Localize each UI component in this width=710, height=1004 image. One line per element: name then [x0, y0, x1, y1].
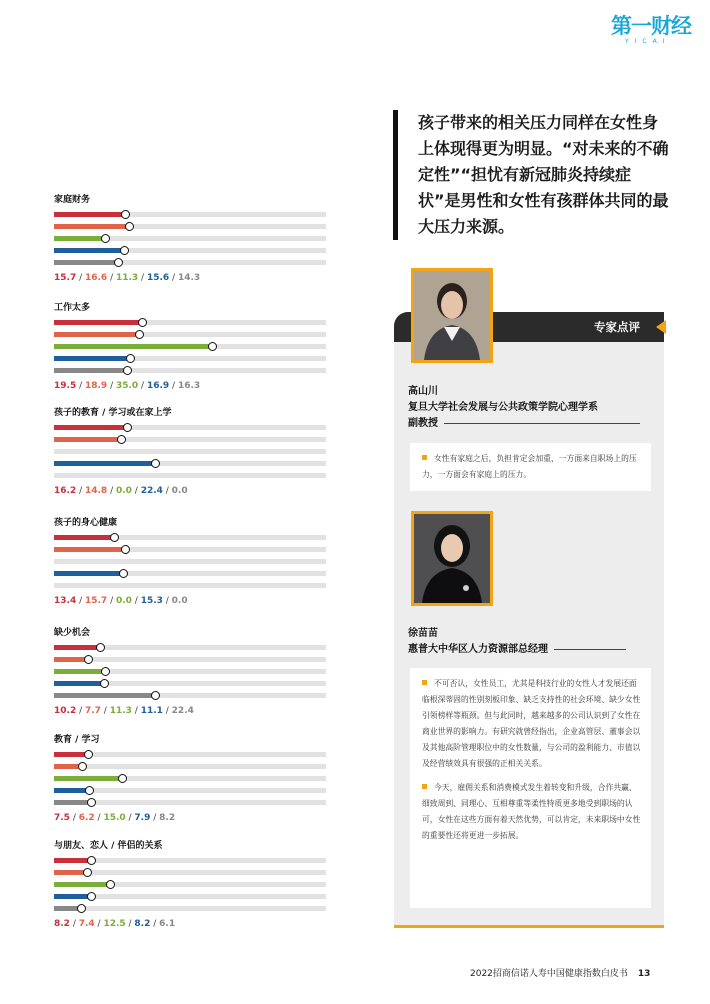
separator: / [69, 919, 79, 929]
bar-track [54, 583, 326, 588]
bar-end-marker [151, 691, 160, 700]
data-label: 0.0 [171, 596, 188, 606]
bar-end-marker [77, 904, 86, 913]
expert-1-name: 高山川 [408, 386, 438, 397]
data-label: 0.0 [115, 486, 132, 496]
separator: / [76, 596, 85, 606]
separator: / [162, 596, 172, 606]
separator: / [76, 706, 85, 716]
bar-end-marker [117, 435, 126, 444]
bar [54, 693, 156, 698]
bar [54, 461, 156, 466]
expert-photo-gao [411, 268, 493, 363]
bar [54, 425, 127, 430]
bar [54, 344, 213, 349]
bar-end-marker [84, 655, 93, 664]
bar-track [54, 356, 326, 361]
bar-end-marker [121, 545, 130, 554]
separator: / [125, 919, 135, 929]
separator: / [125, 813, 135, 823]
bar [54, 858, 91, 863]
data-label: 15.0 [103, 813, 126, 823]
data-label: 15.3 [140, 596, 163, 606]
bar-end-marker [135, 330, 144, 339]
expert-1-title2-line [408, 416, 658, 432]
bar [54, 368, 128, 373]
value-labels [54, 486, 188, 496]
separator: / [76, 273, 85, 283]
expert-panel-label: 专家点评 [594, 320, 640, 334]
data-label: 0.0 [115, 596, 132, 606]
bar-end-marker [123, 366, 132, 375]
separator: / [94, 919, 104, 929]
bar-end-marker [151, 459, 160, 468]
expert-1-block [408, 384, 658, 432]
bar-end-marker [121, 210, 130, 219]
data-label: 22.4 [171, 706, 194, 716]
value-labels [54, 919, 175, 929]
bar [54, 752, 88, 757]
bar-track [54, 449, 326, 454]
bar-track [54, 344, 326, 349]
expert-2-title1: 惠普大中华区人力资源部总经理 [408, 644, 548, 655]
data-label: 7.9 [134, 813, 151, 823]
page-number: 13 [637, 969, 651, 979]
yicai-logo [611, 14, 693, 50]
value-labels [54, 273, 200, 283]
separator: / [150, 919, 160, 929]
value-labels [54, 381, 200, 391]
category-label: 家庭财务 [54, 195, 91, 205]
data-label: 12.5 [103, 919, 126, 929]
category-label: 孩子的身心健康 [54, 518, 118, 528]
category-label: 教育 / 学习 [54, 735, 100, 745]
separator: / [131, 486, 141, 496]
bar-end-marker [125, 222, 134, 231]
data-label: 11.3 [109, 706, 132, 716]
bar [54, 776, 122, 781]
bar-track [54, 368, 326, 373]
bar-track [54, 657, 326, 662]
separator: / [76, 486, 85, 496]
report-title: 2022招商信诺人寿中国健康指数白皮书 [470, 969, 628, 979]
separator: / [169, 273, 178, 283]
data-label: 8.2 [54, 919, 70, 929]
bar-end-marker [101, 667, 110, 676]
data-label: 8.2 [134, 919, 151, 929]
comment-paragraph: 不可否认，女性员工，尤其是科技行业的女性人才发展还面临根深蒂固的性别刻板印象、缺乏支持性的社会环境、缺少女性引领榜样等瓶颈。但与此同时，越来越多的公司认识到了女性在商业世界的影响力。有研究就曾经指出，企业高管层、董事会以及其他高阶管理职位中的女性数量，与公司的盈利能力、市值以及经营绩效具有很强的正相关关系。 [422, 679, 641, 768]
bar-end-marker [119, 569, 128, 578]
logo-sub-text: YICAI [625, 38, 671, 45]
bar [54, 260, 119, 265]
separator: / [169, 381, 178, 391]
data-label: 7.7 [84, 706, 101, 716]
bar-track [54, 473, 326, 478]
bar-track [54, 212, 326, 217]
bar-track [54, 776, 326, 781]
category-label: 孩子的教育 / 学习或在家上学 [54, 408, 172, 418]
bar-track [54, 437, 326, 442]
bar-end-marker [84, 750, 93, 759]
bar [54, 894, 91, 899]
bar [54, 320, 142, 325]
data-label: 10.2 [54, 706, 77, 716]
expert-2-name: 徐苗苗 [408, 628, 438, 639]
bar-end-marker [110, 533, 119, 542]
separator: / [131, 596, 141, 606]
bar-end-marker [126, 354, 135, 363]
bullet-square-icon [422, 680, 427, 685]
logo-main-text: 第一财经 [611, 14, 691, 38]
data-label: 0.0 [171, 486, 188, 496]
bar [54, 800, 91, 805]
expert-2-comment [410, 668, 651, 908]
expert-1-title1: 复旦大学社会发展与公共政策学院心理学系 [408, 402, 598, 413]
bar-end-marker [83, 868, 92, 877]
value-labels [54, 813, 175, 823]
expert-1-title2: 副教授 [408, 418, 438, 429]
bar-track [54, 224, 326, 229]
data-label: 15.7 [84, 596, 108, 606]
separator: / [138, 381, 147, 391]
separator: / [138, 273, 147, 283]
bar [54, 356, 131, 361]
comment-paragraph: 女性有家庭之后，负担肯定会加重，一方面来自职场上的压力，一方面会有家庭上的压力。 [422, 454, 637, 479]
bullet-square-icon [422, 784, 427, 789]
bar [54, 571, 123, 576]
bar-end-marker [87, 798, 96, 807]
data-label: 16.6 [84, 273, 108, 283]
bullet-square-icon [422, 455, 427, 460]
data-label: 15.6 [146, 273, 170, 283]
value-labels [54, 596, 188, 606]
data-label: 15.7 [54, 273, 77, 283]
bar [54, 236, 105, 241]
bar-track [54, 764, 326, 769]
bar-end-marker [85, 786, 94, 795]
page-footer [470, 966, 650, 979]
bar-track [54, 260, 326, 265]
expert-photo-xu [411, 511, 493, 606]
bar-track [54, 669, 326, 674]
data-label: 13.4 [54, 596, 77, 606]
bar [54, 547, 125, 552]
bar-end-marker [78, 762, 87, 771]
category-label: 工作太多 [54, 303, 91, 313]
bar-track [54, 425, 326, 430]
bar [54, 332, 140, 337]
separator: / [100, 706, 110, 716]
separator: / [150, 813, 160, 823]
separator: / [107, 486, 116, 496]
bar-track [54, 858, 326, 863]
expert-2-block [408, 626, 658, 658]
comment-paragraph: 今天，雇佣关系和消费模式发生着转变和升级，合作共赢、细致周到、同理心、互相尊重等柔性特质更多地受到职场的认可，女性在这些方面有着天然优势，可以肯定，未来职场中女性的重要性还将更进一步拓展。 [422, 783, 641, 840]
bar-end-marker [106, 880, 115, 889]
separator: / [162, 486, 172, 496]
bar-track [54, 461, 326, 466]
divider-rule [444, 423, 640, 424]
panel-bottom-rule [394, 925, 664, 928]
bar [54, 224, 129, 229]
separator: / [76, 381, 85, 391]
bar-end-marker [138, 318, 147, 327]
expert-1-comment [410, 443, 651, 491]
separator: / [107, 381, 116, 391]
bar-track [54, 788, 326, 793]
bar [54, 248, 125, 253]
bar-end-marker [120, 246, 129, 255]
data-label: 7.4 [78, 919, 95, 929]
bar-track [54, 906, 326, 911]
bar-track [54, 332, 326, 337]
bar-track [54, 752, 326, 757]
bar-end-marker [87, 856, 96, 865]
separator: / [162, 706, 172, 716]
panel-arrow-icon [656, 320, 666, 334]
bar-track [54, 559, 326, 564]
bar [54, 645, 100, 650]
bar-end-marker [208, 342, 217, 351]
bar [54, 681, 104, 686]
divider-rule [554, 649, 626, 650]
bar-track [54, 800, 326, 805]
bar [54, 535, 115, 540]
bar-end-marker [101, 234, 110, 243]
bar-end-marker [87, 892, 96, 901]
data-label: 6.2 [78, 813, 95, 823]
bar-track [54, 320, 326, 325]
value-labels [54, 706, 194, 716]
bar [54, 669, 105, 674]
data-label: 11.3 [115, 273, 139, 283]
bar [54, 882, 111, 887]
data-label: 14.8 [84, 486, 108, 496]
bar [54, 437, 121, 442]
bar-track [54, 535, 326, 540]
bar [54, 212, 125, 217]
separator: / [107, 273, 116, 283]
bar-track [54, 870, 326, 875]
expert-2-title1-line [408, 642, 658, 658]
data-label: 22.4 [140, 486, 163, 496]
bar-track [54, 894, 326, 899]
data-label: 18.9 [84, 381, 108, 391]
bar-end-marker [114, 258, 123, 267]
data-label: 11.1 [140, 706, 163, 716]
separator: / [69, 813, 79, 823]
data-label: 16.9 [146, 381, 170, 391]
bar-track [54, 547, 326, 552]
bar-track [54, 693, 326, 698]
bar-track [54, 236, 326, 241]
data-label: 7.5 [54, 813, 70, 823]
data-label: 16.2 [54, 486, 77, 496]
data-label: 6.1 [159, 919, 176, 929]
bar-track [54, 248, 326, 253]
category-label: 缺少机会 [54, 628, 91, 638]
data-label: 16.3 [177, 381, 201, 391]
data-label: 8.2 [159, 813, 176, 823]
separator: / [107, 596, 116, 606]
category-label: 与朋友、恋人 / 伴侣的关系 [54, 841, 163, 851]
data-label: 35.0 [115, 381, 139, 391]
bar-end-marker [96, 643, 105, 652]
bar-track [54, 571, 326, 576]
separator: / [131, 706, 141, 716]
bar-end-marker [123, 423, 132, 432]
bar-end-marker [100, 679, 109, 688]
pull-quote: 孩子带来的相关压力同样在女性身上体现得更为明显。“对未来的不确定性”“担忧有新冠肺炎持续症状”是男性和女性有孩群体共同的最大压力来源。 [393, 110, 673, 240]
bar-track [54, 681, 326, 686]
bar-track [54, 645, 326, 650]
data-label: 19.5 [54, 381, 77, 391]
separator: / [94, 813, 104, 823]
bar-end-marker [118, 774, 127, 783]
data-label: 14.3 [177, 273, 201, 283]
bar-track [54, 882, 326, 887]
